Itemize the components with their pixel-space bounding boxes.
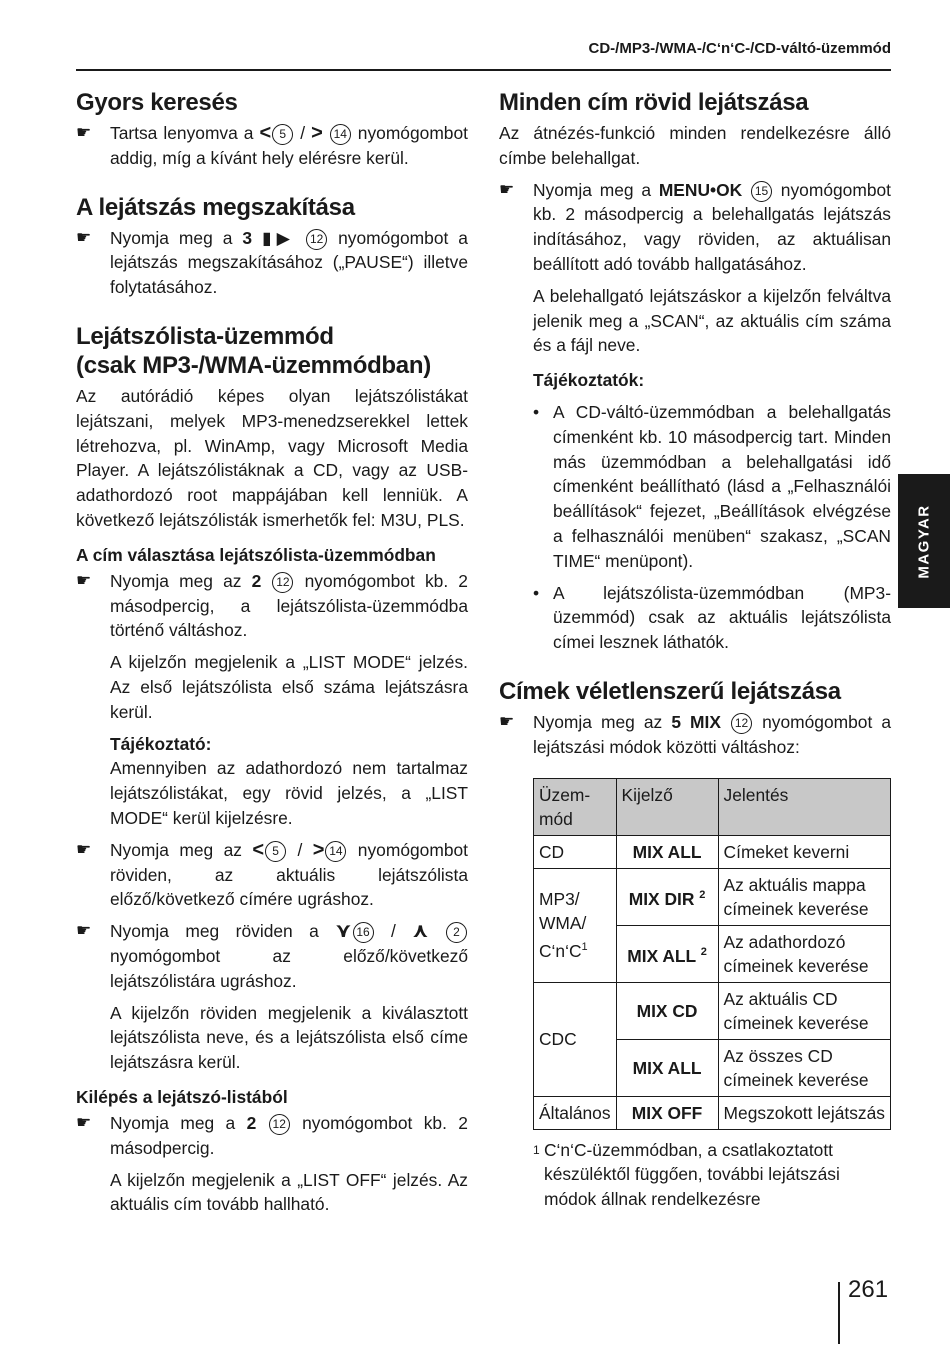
page-number: 261	[848, 1276, 889, 1303]
bullet-icon: •	[533, 401, 540, 422]
step-gyors-1: ☛ Tartsa lenyomva a < 5 / > 14 nyomógombot addig, míg a kívánt hely elérésre kerül.	[76, 122, 468, 168]
step-select-3: ☛ Nyomja meg röviden a ⋎ 16 / ⋏ 2 nyomógombot az előző/következő lejátszólistára ugráshoz.	[76, 920, 468, 991]
key-number: 12	[306, 229, 327, 250]
arrow-right-icon: >	[311, 122, 323, 144]
note-heading: Tájékoztató:	[110, 733, 212, 754]
mix-key: 5 MIX	[671, 711, 721, 732]
heading-select: A cím választása lejátszólista-üzemmódban	[76, 544, 436, 565]
pointing-hand-icon: ☛	[76, 1112, 92, 1132]
table-cell-meaning: Az összes CD címeinek keverése	[718, 1039, 890, 1096]
pointing-hand-icon: ☛	[76, 921, 92, 941]
pointing-hand-icon: ☛	[499, 711, 515, 731]
key-number: 12	[269, 1114, 290, 1135]
table-header-cell: Jelentés	[718, 778, 890, 835]
paragraph-playlist-intro: Az autórádió képes olyan lejátszólistákat lejátszani, melyek MP3-menedzserekkel lettek létrehozva, pl. WinAmp, vagy Microsoft Media Player. A lejátszólistáknak a CD, vagy az USB-adathordozó root mappájában kell lenniük. A következő lejátszólisták ismerhetők fel: M3U, PLS.	[76, 385, 468, 530]
left-column	[76, 88, 468, 1217]
pointing-hand-icon: ☛	[76, 123, 92, 142]
heading-scan: Minden cím rövid lejátszása	[499, 89, 809, 116]
paragraph-list-off: A kijelzőn megjelenik a „LIST OFF“ jelzés. Az aktuális cím tovább hallható.	[110, 1169, 468, 1215]
arrow-right-icon: >	[312, 838, 325, 861]
arrow-left-icon: <	[259, 122, 272, 144]
key-number: 15	[751, 181, 772, 202]
table-header-cell: Üzem-mód	[534, 778, 617, 835]
note-bullet-1: • A CD-váltó-üzemmódban a belehallgatás címenként kb. 10 másodpercig tart. Minden más üzemmódban a belehallgatási idő címenként beállítható (lásd a „Felhasználói beállítások“ fejezet, „Beállítások elvégzése a felhasználói menüben“ szakasz, „SCAN TIME“ menüpont).	[533, 401, 891, 571]
key-number: 14	[330, 124, 351, 145]
table-row	[534, 835, 891, 868]
table-cell-display: MIX CD	[616, 982, 718, 1039]
heading-exit: Kilépés a lejátszó-listából	[76, 1086, 288, 1107]
step-select-2: ☛ Nyomja meg az < 5 / > 14 nyomógombot röviden, az aktuális lejátszólista előző/következő címére ugráshoz.	[76, 838, 468, 910]
mix-mode-table	[533, 778, 891, 1130]
heading-mix: Címek véletlenszerű lejátszása	[499, 677, 841, 705]
right-column	[499, 88, 891, 1212]
table-header-cell: Kijelző	[616, 778, 718, 835]
footnote-mark: 1	[533, 1142, 540, 1157]
table-cell-display: MIX DIR $^2$	[616, 868, 718, 925]
menu-ok-key: MENU•OK	[658, 179, 743, 200]
arrow-left-icon: <	[252, 838, 265, 861]
table-cell-display: MIX ALL $^2$	[616, 925, 718, 982]
step-pause-1: ☛ Nyomja meg a 3 ▮▶ 12 nyomógombot a lejátszás megszakításához („PAUSE“) illetve folytatásához.	[76, 227, 468, 298]
chevron-up-icon: ⋏	[412, 920, 429, 943]
language-tab: MAGYAR	[898, 474, 950, 608]
paragraph-scan-display: A belehallgató lejátszáskor a kijelzőn felváltva jelenik meg a „SCAN“, az aktuális cím száma és a fájl neve.	[533, 285, 891, 356]
heading-playlist: Lejátszólista-üzemmód	[76, 322, 334, 350]
step-select-1: ☛ Nyomja meg az 2 12 nyomógombot kb. 2 másodpercig, a lejátszólista-üzemmódba történő váltáshoz.	[76, 570, 468, 641]
heading-gyors: Gyors keresés	[76, 89, 238, 116]
table-cell-display: MIX ALL	[616, 1039, 718, 1096]
table-cell-meaning: Megszokott lejátszás	[718, 1096, 890, 1129]
table-cell-mode: CDC	[534, 982, 617, 1096]
table-cell-meaning: Az aktuális mappa címeinek keverése	[718, 868, 890, 925]
step-exit-1: ☛ Nyomja meg a 2 12 nyomógombot kb. 2 másodpercig.	[76, 1112, 468, 1158]
table-row	[534, 1096, 891, 1129]
pointing-hand-icon: ☛	[76, 570, 92, 590]
notes-heading: Tájékoztatók:	[533, 370, 645, 391]
key-number: 12	[731, 713, 752, 734]
heading-playlist-sub: (csak MP3-/WMA-üzemmódban)	[76, 351, 431, 379]
paragraph-playlist-name: A kijelzőn röviden megjelenik a kiválasztott lejátszólista neve, és a lejátszólista első címe lejátszásra kerül.	[110, 1002, 468, 1073]
bullet-icon: •	[533, 582, 540, 603]
table-cell-meaning: Címeket keverni	[718, 835, 890, 868]
paragraph-list-mode: A kijelzőn megjelenik a „LIST MODE“ jelzés. Az első lejátszólista első száma lejátszásra kerül.	[110, 652, 468, 722]
chevron-down-icon: ⋎	[335, 920, 352, 943]
key-number: 16	[353, 922, 374, 943]
key-number: 2	[446, 922, 467, 943]
note-text: Amennyiben az adathordozó nem tartalmaz lejátszólistákat, egy rövid jelzés, a „LIST MODE“ kerül kijelzésre.	[110, 758, 468, 828]
running-header: CD-/MP3-/WMA-/C‘n‘C-/CD-váltó-üzemmód	[588, 40, 891, 57]
key-number: 5	[265, 841, 286, 862]
table-cell-meaning: Az adathordozó címeinek keverése	[718, 925, 890, 982]
pointing-hand-icon: ☛	[499, 179, 515, 199]
step-scan-1: ☛ Nyomja meg a MENU•OK 15 nyomógombot kb. 2 másodpercig a belehallgatás lejátszás indításához, vagy röviden, az aktuálisan beállított adó tovább hallgatásához.	[499, 179, 891, 274]
pointing-hand-icon: ☛	[76, 839, 92, 859]
step-mix-1: ☛ Nyomja meg az 5 MIX 12 nyomógombot a lejátszási módok közötti váltáshoz:	[499, 711, 892, 757]
pointing-hand-icon: ☛	[76, 227, 92, 247]
table-header-row	[534, 778, 891, 835]
header-rule	[76, 69, 891, 71]
key-number: 12	[272, 572, 293, 593]
key-number: 14	[325, 841, 346, 862]
table-cell-meaning: Az aktuális CD címeinek keverése	[718, 982, 890, 1039]
table-cell-mode: MP3/ WMA/ $C‘n‘C^1$	[534, 868, 617, 982]
heading-pause: A lejátszás megszakítása	[76, 193, 355, 221]
table-row	[534, 868, 891, 925]
page-number-rule	[838, 1282, 840, 1344]
table-cell-display: MIX ALL	[616, 835, 718, 868]
key-number: 5	[272, 124, 293, 145]
table-cell-mode: CD	[534, 835, 617, 868]
play-pause-key: 3 ▮▶	[242, 227, 296, 248]
table-footnote: 1 C‘n‘C-üzemmódban, a csatlakoztatott készüléktől függően, további lejátszási módok állnak rendelkezésre	[533, 1139, 840, 1210]
table-cell-mode: Általános	[534, 1096, 617, 1129]
table-row	[534, 982, 891, 1039]
note-bullet-2: • A lejátszólista-üzemmódban (MP3-üzemmód) csak az aktuális lejátszólista címei lesznek láthatók.	[533, 582, 891, 653]
table-cell-display: MIX OFF	[616, 1096, 718, 1129]
paragraph-scan-intro: Az átnézés-funkció minden rendelkezésre álló címbe belehallgat.	[499, 123, 891, 168]
